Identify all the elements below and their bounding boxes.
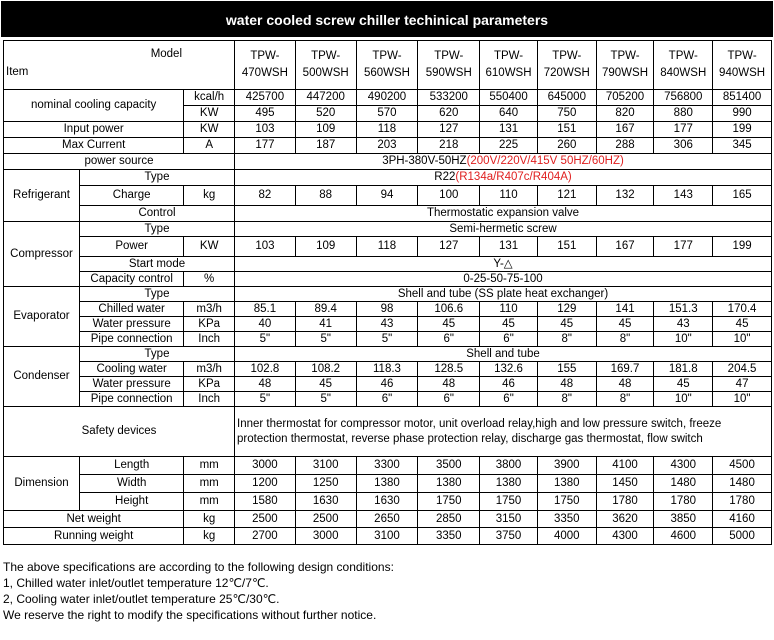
- safety-value-cell: Inner thermostat for compressor motor, unit overload relay,high and low pressure switch, freeze protection thermostat, reverse phase protection relay, discharge gas thermostat, flow switch: [235, 407, 772, 457]
- refrigerant-type-row: [4, 170, 772, 186]
- model-code: 590WSH: [425, 67, 472, 79]
- value-cell: 46: [480, 377, 538, 392]
- span-value: Thermostatic expansion valve: [426, 207, 580, 219]
- value-cell: 177: [235, 138, 296, 154]
- model-prefix: TPW-: [493, 50, 524, 62]
- design-notes: [3, 559, 771, 623]
- value-cell: 127: [418, 122, 480, 138]
- alternative-value: (R134a/R407c/R404A): [455, 171, 572, 183]
- value-cell: 425700: [235, 90, 296, 106]
- row-label: Power: [79, 237, 183, 257]
- value-cell: 177: [654, 237, 713, 257]
- value-cell: 187: [295, 138, 356, 154]
- value-cell: 1630: [295, 493, 356, 511]
- unit-cell: mm: [184, 457, 235, 475]
- value-cell: 3620: [596, 511, 654, 528]
- spec-table-body: [4, 41, 772, 545]
- model-prefix: TPW-: [552, 50, 582, 62]
- value-cell: 550400: [480, 90, 538, 106]
- value-cell: 143: [654, 186, 713, 206]
- value-cell: 1380: [537, 475, 596, 493]
- value-cell: 103: [235, 237, 296, 257]
- value-cell: 990: [713, 106, 772, 122]
- nominal-cooling-row: [4, 90, 772, 106]
- row-label: Max Current: [4, 138, 184, 154]
- value-cell: 89.4: [295, 302, 356, 317]
- row-label: Type: [79, 287, 234, 302]
- compressor-start-row: [4, 257, 772, 272]
- value-cell: 8": [596, 332, 654, 347]
- value-cell: 203: [356, 138, 418, 154]
- value-cell: 204.5: [713, 362, 772, 377]
- value-cell: 1750: [418, 493, 480, 511]
- span-value: Semi-hermetic screw: [449, 222, 557, 235]
- value-cell: 820: [596, 106, 654, 122]
- model-code: 940WSH: [719, 67, 766, 79]
- unit-cell: %: [184, 272, 235, 287]
- value-cell: 3000: [235, 457, 296, 475]
- span-value: Shell and tube (SS plate heat exchanger): [397, 287, 609, 300]
- model-code: 840WSH: [660, 67, 707, 79]
- value-cell: 151: [537, 122, 596, 138]
- value-cell: 4300: [596, 528, 654, 545]
- value-cell: 167: [596, 122, 654, 138]
- span-value-cell: [235, 287, 772, 302]
- value-cell: 155: [537, 362, 596, 377]
- row-label: Water pressure: [79, 317, 183, 332]
- value-cell: 2850: [418, 511, 480, 528]
- span-value: Shell and tube: [466, 347, 540, 360]
- value-cell: 3900: [537, 457, 596, 475]
- value-cell: 4100: [596, 457, 654, 475]
- value-cell: 2650: [356, 511, 418, 528]
- span-value-cell: [235, 347, 772, 362]
- power-source-row: [4, 154, 772, 170]
- value-cell: 851400: [713, 90, 772, 106]
- value-cell: 5": [235, 392, 296, 407]
- group-label: Compressor: [4, 222, 80, 287]
- value-cell: 3350: [537, 511, 596, 528]
- value-cell: 4160: [713, 511, 772, 528]
- value-cell: 121: [537, 186, 596, 206]
- value-cell: 109: [295, 237, 356, 257]
- value-cell: 108.2: [295, 362, 356, 377]
- value-cell: 40: [235, 317, 296, 332]
- value-cell: 6": [480, 332, 538, 347]
- evaporator-pipe-row: [4, 332, 772, 347]
- value-cell: 181.8: [654, 362, 713, 377]
- value-cell: 100: [418, 186, 480, 206]
- value-cell: 199: [713, 122, 772, 138]
- value-cell: 129: [537, 302, 596, 317]
- value-cell: 1380: [356, 475, 418, 493]
- value-cell: 10": [654, 392, 713, 407]
- value-cell: 1630: [356, 493, 418, 511]
- value-cell: 4600: [654, 528, 713, 545]
- row-label: Control: [79, 206, 234, 222]
- value-cell: 880: [654, 106, 713, 122]
- value-cell: 3850: [654, 511, 713, 528]
- span-value: R22: [434, 171, 456, 183]
- value-cell: 1450: [596, 475, 654, 493]
- value-cell: 98: [356, 302, 418, 317]
- value-cell: 48: [418, 377, 480, 392]
- value-cell: 5000: [713, 528, 772, 545]
- value-cell: 218: [418, 138, 480, 154]
- span-value-cell: [235, 222, 772, 237]
- span-value: 0-25-50-75-100: [463, 272, 543, 285]
- value-cell: 288: [596, 138, 654, 154]
- compressor-power-row: [4, 237, 772, 257]
- unit-cell: KPa: [184, 317, 235, 332]
- condenser-pipe-row: [4, 392, 772, 407]
- alternative-value: (200V/220V/415V 50HZ/60HZ): [466, 155, 624, 167]
- value-cell: 6": [418, 392, 480, 407]
- evaporator-pressure-row: [4, 317, 772, 332]
- value-cell: 3350: [418, 528, 480, 545]
- row-label: Capacity control: [79, 272, 183, 287]
- row-label: Type: [79, 170, 234, 186]
- span-value-cell: [235, 272, 772, 287]
- running-weight-row: [4, 528, 772, 545]
- model-code: 790WSH: [602, 67, 649, 79]
- value-cell: 170.4: [713, 302, 772, 317]
- value-cell: 132: [596, 186, 654, 206]
- unit-cell: Inch: [184, 332, 235, 347]
- value-cell: 225: [480, 138, 538, 154]
- header-row: [4, 41, 772, 90]
- max-current-row: [4, 138, 772, 154]
- row-label: Start mode: [79, 257, 234, 272]
- model-code: 470WSH: [241, 67, 288, 79]
- unit-cell: m3/h: [184, 302, 235, 317]
- value-cell: 2500: [295, 511, 356, 528]
- value-cell: 5": [356, 332, 418, 347]
- value-cell: 495: [235, 106, 296, 122]
- value-cell: 45: [295, 377, 356, 392]
- value-cell: 5": [295, 392, 356, 407]
- model-prefix: TPW-: [610, 50, 640, 62]
- value-cell: 620: [418, 106, 480, 122]
- unit-cell: A: [184, 138, 235, 154]
- value-cell: 520: [295, 106, 356, 122]
- table-title: water cooled screw chiller techinical parameters: [1, 1, 773, 37]
- value-cell: 106.6: [418, 302, 480, 317]
- unit-cell: kcal/h: [184, 90, 235, 106]
- value-cell: 345: [713, 138, 772, 154]
- model-header-cell: [356, 41, 418, 90]
- model-header-cell: [295, 41, 356, 90]
- model-prefix: TPW-: [668, 50, 698, 62]
- value-cell: 45: [654, 377, 713, 392]
- note-line: 2, Cooling water inlet/outlet temperature 25℃/30℃.: [3, 592, 280, 606]
- unit-cell: m3/h: [184, 362, 235, 377]
- compressor-type-row: [4, 222, 772, 237]
- dimension-length-row: [4, 457, 772, 475]
- model-code: 500WSH: [302, 67, 349, 79]
- condenser-type-row: [4, 347, 772, 362]
- value-cell: 8": [537, 332, 596, 347]
- spec-table: [3, 40, 772, 545]
- unit-cell: kg: [184, 511, 235, 528]
- unit-cell: Inch: [184, 392, 235, 407]
- net-weight-row: [4, 511, 772, 528]
- model-header-cell: [480, 41, 538, 90]
- span-value: 3PH-380V-50HZ: [382, 155, 467, 167]
- value-cell: 10": [654, 332, 713, 347]
- evaporator-chilled-row: [4, 302, 772, 317]
- model-prefix: TPW-: [434, 50, 464, 62]
- row-label: Type: [79, 347, 234, 362]
- value-cell: 447200: [295, 90, 356, 106]
- value-cell: 1750: [537, 493, 596, 511]
- span-value-cell: [235, 206, 772, 222]
- value-cell: 118: [356, 122, 418, 138]
- value-cell: 10": [713, 332, 772, 347]
- value-cell: 260: [537, 138, 596, 154]
- model-header-cell: [537, 41, 596, 90]
- unit-cell: kg: [184, 528, 235, 545]
- row-label: Input power: [4, 122, 184, 138]
- value-cell: 306: [654, 138, 713, 154]
- unit-cell: mm: [184, 493, 235, 511]
- value-cell: 88: [295, 186, 356, 206]
- value-cell: 1380: [418, 475, 480, 493]
- value-cell: 8": [596, 392, 654, 407]
- model-prefix: TPW-: [727, 50, 757, 62]
- value-cell: 1480: [713, 475, 772, 493]
- value-cell: 199: [713, 237, 772, 257]
- value-cell: 151: [537, 237, 596, 257]
- value-cell: 45: [713, 317, 772, 332]
- value-cell: 165: [713, 186, 772, 206]
- row-label: Width: [79, 475, 183, 493]
- model-prefix: TPW-: [372, 50, 402, 62]
- value-cell: 4300: [654, 457, 713, 475]
- model-code: 610WSH: [485, 67, 532, 79]
- row-label: Pipe connection: [79, 392, 183, 407]
- item-label: Item: [6, 66, 29, 78]
- value-cell: 10": [713, 392, 772, 407]
- value-cell: 705200: [596, 90, 654, 106]
- model-prefix: TPW-: [250, 50, 280, 62]
- input-power-row: [4, 122, 772, 138]
- value-cell: 1380: [480, 475, 538, 493]
- unit-cell: KPa: [184, 377, 235, 392]
- row-label: Height: [79, 493, 183, 511]
- value-cell: 45: [596, 317, 654, 332]
- value-cell: 645000: [537, 90, 596, 106]
- unit-cell: KW: [184, 106, 235, 122]
- model-prefix: TPW-: [311, 50, 341, 62]
- value-cell: 167: [596, 237, 654, 257]
- value-cell: 640: [480, 106, 538, 122]
- row-label: power source: [4, 154, 235, 170]
- value-cell: 118: [356, 237, 418, 257]
- value-cell: 1780: [596, 493, 654, 511]
- unit-cell: mm: [184, 475, 235, 493]
- value-cell: 2700: [235, 528, 296, 545]
- value-cell: 756800: [654, 90, 713, 106]
- value-cell: 85.1: [235, 302, 296, 317]
- model-code: 560WSH: [363, 67, 410, 79]
- value-cell: 128.5: [418, 362, 480, 377]
- value-cell: 8": [537, 392, 596, 407]
- model-code: 720WSH: [543, 67, 590, 79]
- group-label: Refrigerant: [4, 170, 80, 222]
- value-cell: 1200: [235, 475, 296, 493]
- row-label: Net weight: [4, 511, 184, 528]
- row-label: Water pressure: [79, 377, 183, 392]
- value-cell: 102.8: [235, 362, 296, 377]
- value-cell: 47: [713, 377, 772, 392]
- note-line: The above specifications are according to the following design conditions:: [3, 560, 394, 574]
- row-label: Cooling water: [79, 362, 183, 377]
- unit-cell: kg: [184, 186, 235, 206]
- group-label: Evaporator: [4, 287, 80, 347]
- model-header-cell: [654, 41, 713, 90]
- value-cell: 4500: [713, 457, 772, 475]
- row-label: Pipe connection: [79, 332, 183, 347]
- value-cell: 110: [480, 302, 538, 317]
- value-cell: 570: [356, 106, 418, 122]
- value-cell: 6": [356, 392, 418, 407]
- unit-cell: KW: [184, 122, 235, 138]
- value-cell: 103: [235, 122, 296, 138]
- row-label: Safety devices: [4, 407, 235, 457]
- value-cell: 41: [295, 317, 356, 332]
- note-line: 1, Chilled water inlet/outlet temperature 12℃/7℃.: [3, 576, 269, 590]
- value-cell: 5": [295, 332, 356, 347]
- unit-cell: KW: [184, 237, 235, 257]
- value-cell: 82: [235, 186, 296, 206]
- row-label: nominal cooling capacity: [4, 90, 184, 122]
- value-cell: 109: [295, 122, 356, 138]
- row-label: Running weight: [4, 528, 184, 545]
- value-cell: 46: [356, 377, 418, 392]
- value-cell: 3750: [480, 528, 538, 545]
- value-cell: 48: [596, 377, 654, 392]
- value-cell: 3100: [295, 457, 356, 475]
- condenser-cooling-row: [4, 362, 772, 377]
- value-cell: 1750: [480, 493, 538, 511]
- model-label: Model: [150, 48, 183, 60]
- note-line: We reserve the right to modify the specifications without further notice.: [3, 608, 377, 622]
- span-value-cell: [235, 257, 772, 272]
- value-cell: 43: [356, 317, 418, 332]
- value-cell: 45: [418, 317, 480, 332]
- value-cell: 6": [418, 332, 480, 347]
- value-cell: 2500: [235, 511, 296, 528]
- row-label: Chilled water: [79, 302, 183, 317]
- value-cell: 533200: [418, 90, 480, 106]
- value-cell: 3150: [480, 511, 538, 528]
- value-cell: 5": [235, 332, 296, 347]
- row-label: Length: [79, 457, 183, 475]
- value-cell: 48: [235, 377, 296, 392]
- span-value-cell: [235, 170, 772, 186]
- value-cell: 3100: [356, 528, 418, 545]
- value-cell: 750: [537, 106, 596, 122]
- value-cell: 169.7: [596, 362, 654, 377]
- value-cell: 3500: [418, 457, 480, 475]
- span-value-cell: [235, 154, 772, 170]
- value-cell: 6": [480, 392, 538, 407]
- value-cell: 131: [480, 237, 538, 257]
- safety-row: [4, 407, 772, 457]
- value-cell: 3300: [356, 457, 418, 475]
- value-cell: 1580: [235, 493, 296, 511]
- value-cell: 48: [537, 377, 596, 392]
- row-label: Charge: [79, 186, 183, 206]
- value-cell: 151.3: [654, 302, 713, 317]
- value-cell: 131: [480, 122, 538, 138]
- value-cell: 132.6: [480, 362, 538, 377]
- dimension-width-row: [4, 475, 772, 493]
- value-cell: 43: [654, 317, 713, 332]
- value-cell: 490200: [356, 90, 418, 106]
- model-item-header: [4, 41, 235, 90]
- value-cell: 1780: [654, 493, 713, 511]
- value-cell: 45: [480, 317, 538, 332]
- value-cell: 177: [654, 122, 713, 138]
- group-label: Dimension: [4, 457, 80, 511]
- model-header-cell: [713, 41, 772, 90]
- value-cell: 127: [418, 237, 480, 257]
- value-cell: 1780: [713, 493, 772, 511]
- refrigerant-control-row: [4, 206, 772, 222]
- refrigerant-charge-row: [4, 186, 772, 206]
- value-cell: 1480: [654, 475, 713, 493]
- condenser-pressure-row: [4, 377, 772, 392]
- group-label: Condenser: [4, 347, 80, 407]
- value-cell: 118.3: [356, 362, 418, 377]
- value-cell: 3000: [295, 528, 356, 545]
- value-cell: 94: [356, 186, 418, 206]
- compressor-capacity-row: [4, 272, 772, 287]
- model-header-cell: [235, 41, 296, 90]
- value-cell: 4000: [537, 528, 596, 545]
- evaporator-type-row: [4, 287, 772, 302]
- span-value: Y-△: [493, 257, 513, 270]
- model-header-cell: [596, 41, 654, 90]
- value-cell: 45: [537, 317, 596, 332]
- dimension-height-row: [4, 493, 772, 511]
- value-cell: 110: [480, 186, 538, 206]
- row-label: Type: [79, 222, 234, 237]
- value-cell: 3800: [480, 457, 538, 475]
- model-header-cell: [418, 41, 480, 90]
- value-cell: 1250: [295, 475, 356, 493]
- value-cell: 141: [596, 302, 654, 317]
